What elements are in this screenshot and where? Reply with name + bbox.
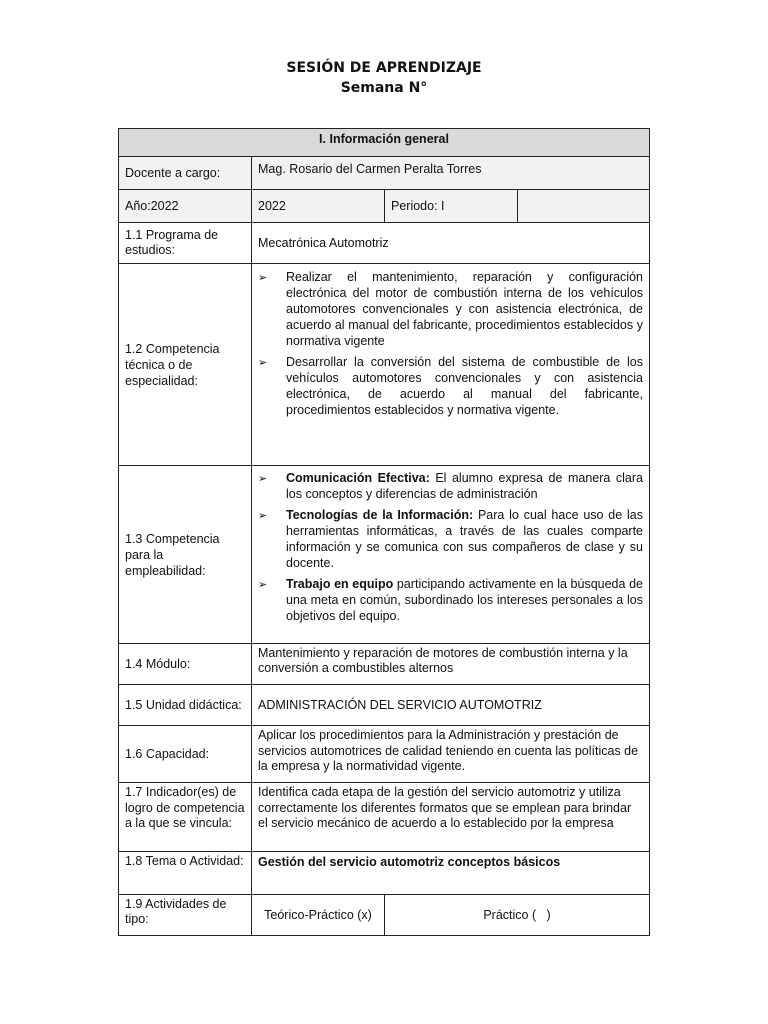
arrow-bullet-icon: ➢: [258, 579, 268, 591]
docente-value: Mag. Rosario del Carmen Peralta Torres: [251, 156, 650, 190]
indicador-value: Identifica cada etapa de la gestión del servicio automotriz y utiliza correctamente los diferentes formatos que se emplean para brindar el servicio mecánico de acuerdo a lo establecido por la empresa: [251, 782, 650, 852]
competencia-empleabilidad-label: 1.3 Competencia para la empleabilidad:: [118, 465, 252, 644]
list-item: ➢ Tecnologías de la Información: Para lo cual hace uso de las herramientas informáticas, a través de las cuales comparte información y se comunica con sus compañeros de clase y su docente.: [258, 508, 643, 570]
anio-label: Año:2022: [118, 189, 252, 223]
indicador-label: 1.7 Indicador(es) de logro de competencia a la que se vincula:: [118, 782, 252, 852]
programa-label: 1.1 Programa de estudios:: [118, 222, 252, 264]
periodo-label: Periodo: I: [384, 189, 518, 223]
practico-option: Práctico ( ): [384, 894, 650, 936]
document-title: SESIÓN DE APRENDIZAJE: [286, 60, 482, 76]
info-table: [118, 128, 650, 936]
competencia-tecnica-label: 1.2 Competencia técnica o de especialidad:: [118, 263, 252, 466]
teorico-practico-option: Teórico-Práctico (x): [251, 894, 385, 936]
unidad-value: ADMINISTRACIÓN DEL SERVICIO AUTOMOTRIZ: [251, 684, 650, 726]
document-subtitle: Semana N°: [340, 80, 428, 96]
arrow-bullet-icon: ➢: [258, 357, 268, 369]
arrow-bullet-icon: ➢: [258, 510, 268, 522]
list-item: ➢ Desarrollar la conversión del sistema de combustible de los vehículos automotores convencionales y con asistencia electrónica, de acuerdo al manual del fabricante, procedimientos establecidos y normativa vigente.: [258, 355, 643, 417]
periodo-value: [517, 189, 650, 223]
modulo-value: Mantenimiento y reparación de motores de combustión interna y la conversión a combustibles alternos: [251, 643, 650, 685]
docente-label: Docente a cargo:: [118, 156, 252, 190]
arrow-bullet-icon: ➢: [258, 473, 268, 485]
capacidad-label: 1.6 Capacidad:: [118, 725, 252, 783]
section-header: I. Información general: [118, 128, 650, 157]
competencia-tecnica-list: [251, 263, 650, 466]
modulo-label: 1.4 Módulo:: [118, 643, 252, 685]
competencia-empleabilidad-list: [251, 465, 650, 644]
list-item: ➢ Trabajo en equipo participando activamente en la búsqueda de una meta en común, subordinado los intereses personales a los objetivos del equipo.: [258, 577, 643, 623]
capacidad-value: Aplicar los procedimientos para la Administración y prestación de servicios automotrices de calidad teniendo en cuenta las políticas de la empresa y la normatividad vigente.: [251, 725, 650, 783]
tema-value: Gestión del servicio automotriz conceptos básicos: [251, 851, 650, 895]
actividades-label: 1.9 Actividades de tipo:: [118, 894, 252, 936]
list-item: ➢ Comunicación Efectiva: El alumno expresa de manera clara los conceptos y diferencias de administración: [258, 471, 643, 501]
list-item: ➢ Realizar el mantenimiento, reparación y configuración electrónica del motor de combustión interna de los vehículos automotores convencionales y con asistencia electrónica, de acuerdo al manual del fabricante, procedimientos establecidos y normativa vigente: [258, 270, 643, 348]
unidad-label: 1.5 Unidad didáctica:: [118, 684, 252, 726]
arrow-bullet-icon: ➢: [258, 272, 268, 284]
programa-value: Mecatrónica Automotriz: [251, 222, 650, 264]
tema-label: 1.8 Tema o Actividad:: [118, 851, 252, 895]
anio-value: 2022: [251, 189, 385, 223]
